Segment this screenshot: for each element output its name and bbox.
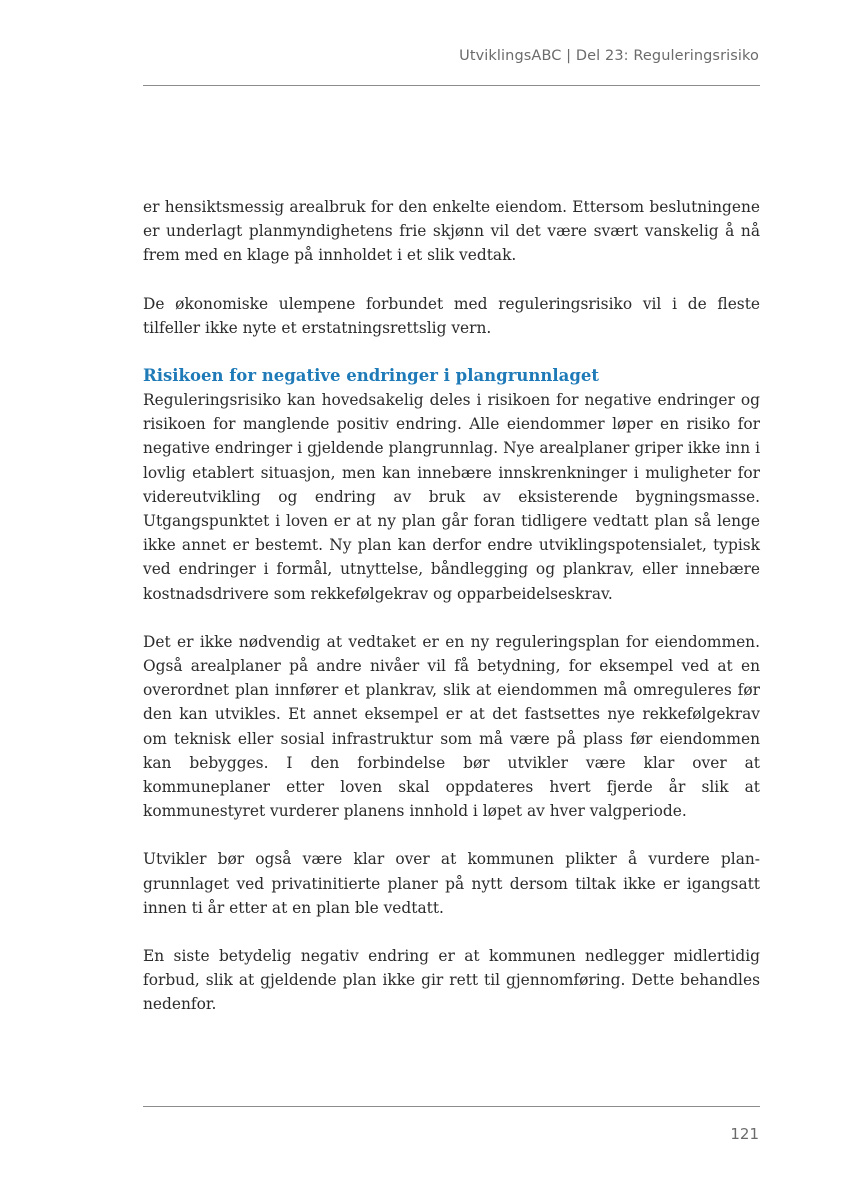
paragraph: er hensiktsmessig arealbruk for den enkelte eiendom. Ettersom beslutningene er underlagt planmyndighetens frie skjønn vil det være svært vanskelig å nå frem med en klage på innholdet i et slik vedtak. (143, 198, 760, 265)
paragraph: Reguleringsrisiko kan hovedsakelig deles i risikoen for negative endringer og risikoen for manglende positiv endring. Alle eiendommer løper en risiko for negative endringer i gjeldende plangrunnlag. Nye arealplaner griper ikke inn i lovlig etablert situasjon, men kan innebære innskrenkninger i muligheter for videreutvikling og endring av bruk av eksisterende bygningsmasse. Utgangspunktet i loven er at ny plan går foran tidligere vedtatt plan så lenge ikke annet er bestemt. Ny plan kan derfor endre utviklingspotensialet, typisk ved endringer i formål, utnyttelse, båndlegging og plankrav, eller innebære kostnadsdrivere som rekkefølgekrav og opparbeidelseskrav. (143, 391, 760, 603)
paragraph: Utvikler bør også være klar over at kommunen plikter å vurdere plangrunnlaget ved privatinitierte planer på nytt dersom tiltak ikke er igangsatt innen ti år etter at en plan ble vedtatt. (143, 850, 760, 917)
header-rule (143, 85, 760, 86)
section-heading: Risikoen for negative endringer i plangrunnlaget (143, 366, 599, 386)
body-text (143, 195, 760, 1041)
paragraph: En siste betydelig negativ endring er at kommunen nedlegger midlertidig forbud, slik at gjeldende plan ikke gir rett til gjennomføring. Dette behandles nedenfor. (143, 947, 760, 1014)
footer-rule (143, 1106, 760, 1107)
paragraph: Det er ikke nødvendig at vedtaket er en ny reguleringsplan for eiendommen. Også arealplaner på andre nivåer vil få betydning, for eksempel ved at en overordnet plan innfører et plankrav, slik at eiendommen må omreguleres før den kan utvikles. Et annet eksempel er at det fastsettes nye rekkefølgekrav om teknisk eller sosial infrastruktur som må være på plass før eiendommen kan bebygges. I den forbindelse bør utvikler være klar over at kommuneplaner etter loven skal oppdateres hvert fjerde år slik at kommunestyret vurderer planens innhold i løpet av hver valgperiode. (143, 632, 760, 821)
paragraph: De økonomiske ulempene forbundet med reguleringsrisiko vil i de fleste tilfeller ikke nyte et erstatningsrettslig vern. (143, 294, 760, 337)
running-header: UtviklingsABC | Del 23: Reguleringsrisiko (459, 48, 759, 64)
page-number: 121 (730, 1125, 759, 1143)
